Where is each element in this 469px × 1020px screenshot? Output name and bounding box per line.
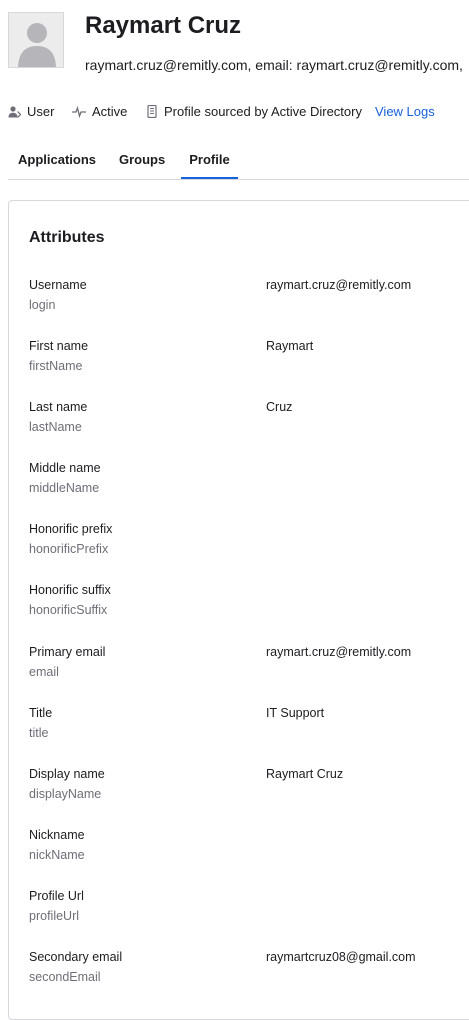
attribute-key: email: [29, 665, 59, 679]
profile-tabs: [8, 143, 469, 180]
user-status-label: Active: [92, 104, 128, 119]
attribute-label: Honorific suffix: [29, 583, 111, 597]
attribute-label: Nickname: [29, 828, 85, 842]
attribute-key: honorificSuffix: [29, 603, 108, 617]
attribute-key: lastName: [29, 420, 82, 434]
attribute-row: [29, 889, 469, 929]
profile-source-label: Profile sourced by Active Directory: [164, 104, 362, 119]
user-name: Raymart Cruz: [85, 12, 242, 39]
attribute-row: [29, 583, 469, 623]
avatar-placeholder-icon: [9, 13, 64, 68]
attribute-row: [29, 461, 469, 501]
attribute-value: IT Support: [266, 706, 325, 720]
attribute-label: Middle name: [29, 461, 101, 475]
attribute-key: title: [29, 726, 49, 740]
attribute-key: profileUrl: [29, 909, 80, 923]
attribute-label: First name: [29, 339, 89, 353]
attribute-row: [29, 400, 469, 440]
avatar: [8, 12, 64, 68]
attribute-key: secondEmail: [29, 970, 101, 984]
attribute-key: nickName: [29, 848, 85, 862]
attribute-value: Raymart Cruz: [266, 767, 344, 781]
attribute-row: [29, 828, 469, 868]
attribute-label: Username: [29, 278, 87, 292]
user-status: [72, 104, 127, 119]
attribute-key: firstName: [29, 359, 83, 373]
attributes-card: [8, 200, 469, 1020]
tab-applications[interactable]: Applications: [18, 152, 97, 167]
attribute-value: Cruz: [266, 400, 293, 414]
attribute-label: Profile Url: [29, 889, 84, 903]
profile-header: [0, 0, 469, 90]
attribute-row: [29, 645, 469, 685]
attribute-label: Display name: [29, 767, 105, 781]
attribute-value: raymart.cruz@remitly.com: [266, 278, 412, 292]
attribute-key: honorificPrefix: [29, 542, 109, 556]
attribute-label: Secondary email: [29, 950, 123, 964]
attribute-key: middleName: [29, 481, 100, 495]
status-row: [0, 104, 469, 122]
attribute-value: Raymart: [266, 339, 314, 353]
attribute-label: Primary email: [29, 645, 106, 659]
attribute-row: [29, 767, 469, 807]
attribute-row: [29, 950, 469, 990]
attribute-row: [29, 522, 469, 562]
attribute-value: raymartcruz08@gmail.com: [266, 950, 416, 964]
tab-profile[interactable]: Profile: [181, 143, 238, 179]
profile-source: [146, 104, 362, 119]
attribute-value: raymart.cruz@remitly.com: [266, 645, 412, 659]
attribute-key: login: [29, 298, 56, 312]
user-type-label: User: [27, 104, 55, 119]
attribute-row: [29, 339, 469, 379]
attribute-key: displayName: [29, 787, 102, 801]
activity-pulse-icon: [72, 105, 86, 118]
directory-icon: [146, 105, 158, 118]
user-emails: raymart.cruz@remitly.com, email: raymart.cruz@remitly.com,: [85, 57, 463, 73]
tab-groups[interactable]: Groups: [119, 152, 166, 167]
attributes-title: Attributes: [29, 229, 105, 246]
attribute-label: Title: [29, 706, 53, 720]
attribute-row: [29, 706, 469, 746]
user-icon: [8, 105, 21, 118]
view-logs-link-wrap: [375, 104, 435, 119]
attribute-label: Honorific prefix: [29, 522, 113, 536]
attribute-row: [29, 278, 469, 318]
user-type: [8, 104, 54, 119]
view-logs-link[interactable]: View Logs: [375, 104, 435, 119]
attribute-label: Last name: [29, 400, 88, 414]
